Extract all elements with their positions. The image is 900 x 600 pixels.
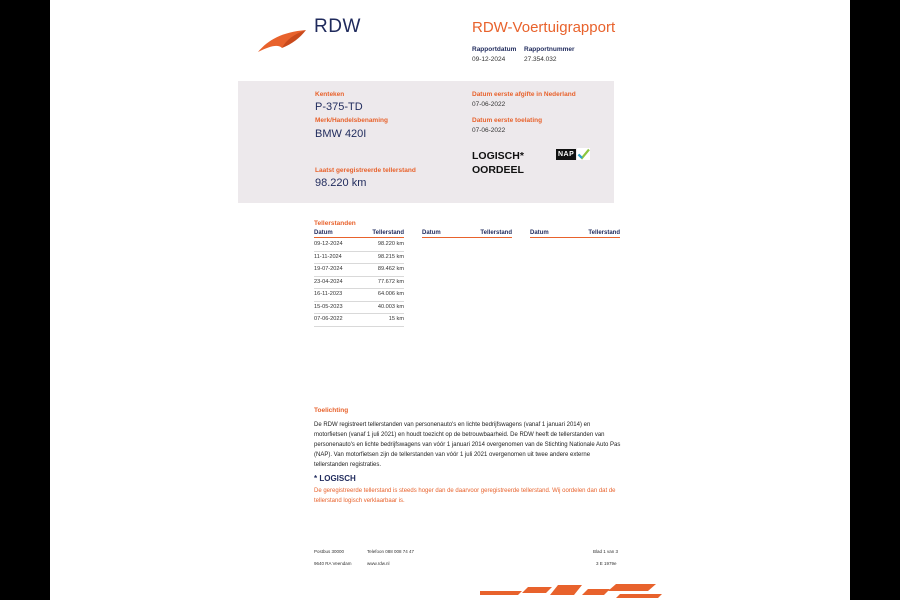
readings-table — [314, 239, 404, 327]
verdict-line-1: LOGISCH* — [472, 150, 524, 162]
reading-value: 98.220 km — [377, 241, 404, 247]
report-page — [50, 0, 850, 600]
reading-value: 98.215 km — [377, 253, 404, 260]
value-header: Tellerstand — [480, 230, 512, 236]
logisch-note-title: * LOGISCH — [314, 474, 356, 483]
reading-date: 19-07-2024 — [314, 266, 343, 272]
table-row — [314, 252, 404, 265]
footer-page: Blad 1 van 3 — [593, 549, 619, 554]
readings-header-3 — [530, 230, 620, 238]
value-header: Tellerstand — [372, 230, 404, 236]
reading-date: 23-04-2024 — [314, 278, 343, 285]
first-nl-value: 07-06-2022 — [472, 101, 506, 108]
verdict-line-2: OORDEEL — [472, 164, 524, 176]
footer-postbus: Postbus 30000 — [314, 549, 345, 554]
rdw-logo-icon — [256, 26, 308, 54]
footer-version: 3 E 1979e — [596, 561, 617, 566]
reading-date: 09-12-2024 — [314, 241, 343, 247]
report-title: RDW-Voertuigrapport — [472, 19, 616, 36]
reading-value: 40.003 km — [377, 303, 404, 310]
nap-badge — [556, 148, 590, 160]
make-label: Merk/Handelsbenaming — [315, 117, 388, 124]
report-number-label: Rapportnummer — [524, 46, 575, 53]
readings-title: Tellerstanden — [314, 220, 356, 227]
reading-date: 15-05-2023 — [314, 303, 343, 310]
odometer-label: Laatst geregistreerde tellerstand — [315, 167, 416, 174]
table-row — [314, 277, 404, 290]
odometer-value: 98.220 km — [315, 177, 367, 189]
value-header: Tellerstand — [588, 230, 620, 236]
table-row — [314, 264, 404, 277]
logo-text: RDW — [314, 16, 361, 37]
plate-value: P-375-TD — [315, 101, 363, 113]
explanation-body: De RDW registreert tellerstanden van personenauto's en lichte bedrijfswagens (vanaf 1 januari 2014) en motorfietsen (vanaf 1 juli 2021) en houdt toezicht op de betrouwbaarheid. De RDW heeft de tellerstanden van personenauto's en lichte bedrijfswagens van vóór 1 januari 2014 overgenomen van de Stichting Nationale Auto Pas (NAP). Van motorfietsen zijn de tellerstanden van vóór 1 juli 2021 overgenomen uit twee andere externe tellerstanden registraties. — [314, 422, 621, 468]
nap-text: NAP — [558, 150, 575, 158]
table-row — [314, 239, 404, 252]
reading-date: 07-06-2022 — [314, 316, 343, 322]
date-header: Datum — [314, 230, 333, 236]
make-value: BMW 420I — [315, 128, 367, 140]
first-nl-label: Datum eerste afgifte in Nederland — [472, 91, 576, 98]
first-admission-label: Datum eerste toelating — [472, 117, 543, 124]
vehicle-summary-panel — [238, 81, 614, 203]
report-date-label: Rapportdatum — [472, 46, 517, 53]
table-row — [314, 289, 404, 302]
rdw-stripes-graphic — [480, 581, 670, 600]
report-number-value: 27.354.032 — [524, 56, 557, 63]
explanation-title: Toelichting — [314, 407, 349, 414]
reading-value: 77.672 km — [377, 278, 404, 285]
reading-date: 16-11-2023 — [314, 291, 343, 297]
logisch-note-body: De geregistreerde tellerstand is steeds hoger dan de daarvoor geregistreerde tellerstand. Wij oordelen dan dat de tellerstand logisch verklaarbaar is. — [314, 488, 616, 504]
plate-label: Kenteken — [315, 91, 345, 98]
footer-web: www.rdw.nl — [367, 561, 390, 566]
first-admission-value: 07-06-2022 — [472, 127, 506, 134]
readings-header-2 — [422, 230, 512, 238]
readings-header-1 — [314, 230, 404, 238]
date-header: Datum — [530, 230, 549, 236]
date-header: Datum — [422, 230, 441, 236]
report-date-value: 09-12-2024 — [472, 56, 506, 63]
table-row — [314, 314, 404, 327]
table-row — [314, 302, 404, 315]
reading-value: 89.462 km — [377, 266, 404, 272]
footer-phone: Telefoon 088 008 74 47 — [367, 549, 415, 554]
reading-value: 15 km — [388, 316, 404, 322]
reading-date: 11-11-2024 — [314, 253, 342, 260]
reading-value: 64.006 km — [377, 291, 404, 297]
checkmark-icon — [577, 148, 590, 160]
footer-city: 9640 RA Veendam — [314, 561, 352, 566]
